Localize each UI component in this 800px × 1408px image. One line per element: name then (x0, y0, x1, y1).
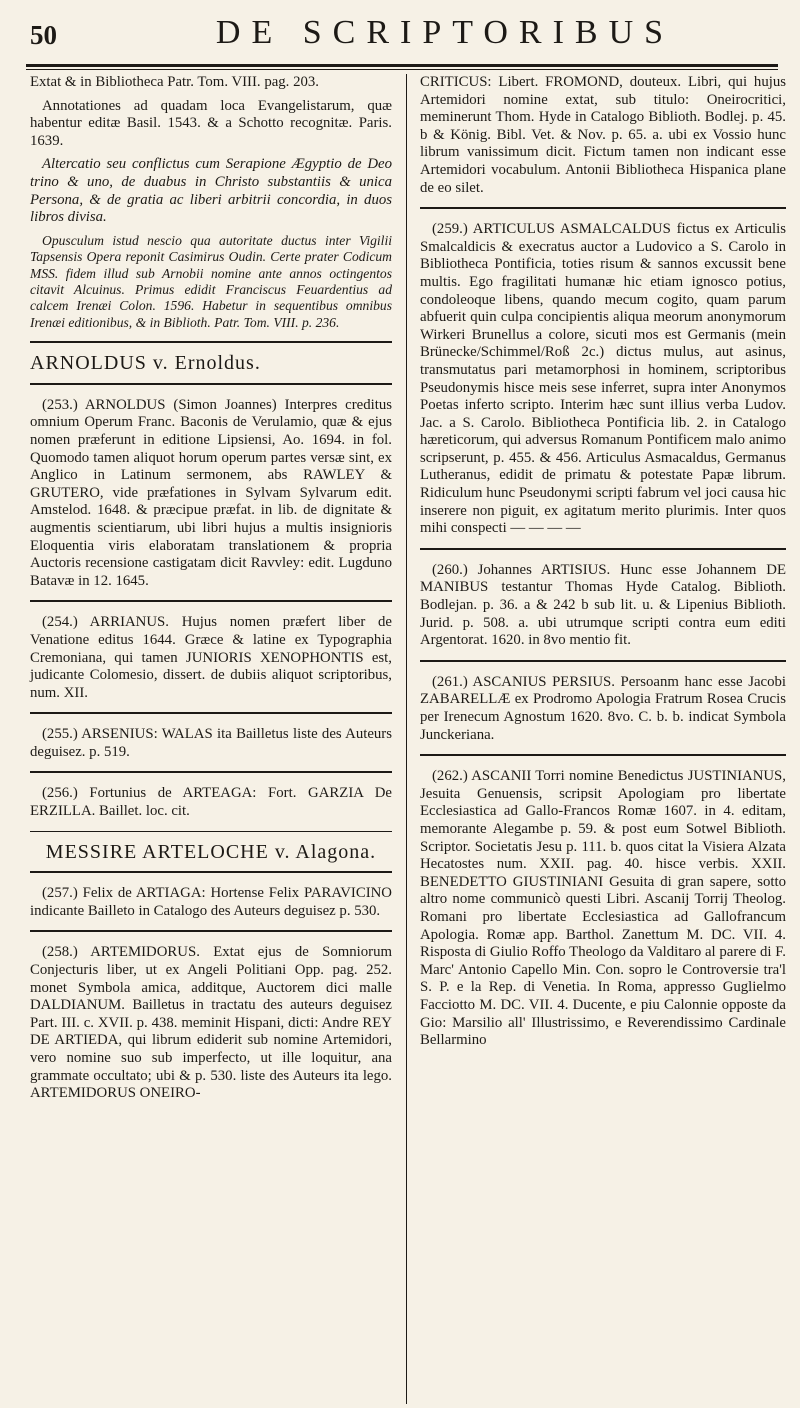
entry-criticus: CRITICUS: Libert. FROMOND, douteux. Libri, qui hujus Artemidori nomine extat, sub titulo: Oneirocritici, meminerunt Thom. Hyde in Catalogo Biblioth. Bodlej. p. 45. b & König. Bibl. Vet. & Nov. p. 65. a. ubi ex Vossio hunc librum vanissimum dicit. Fictum tamen non indicant esse Artemidori vocabulum. Antonii Bibliotheca Hispanica plane de eo silet. (420, 74, 786, 196)
heading-arnoldus: ARNOLDUS v. Ernoldus. (30, 352, 261, 375)
entry-opusculum-note: Opusculum istud nescio qua autoritate ductus inter Vigilii Tapsensis Opera reponit Casimirus Oudin. Certe prater Codicum MSS. fidem illud sub Arnobii nomine ante annos octingentos citavit Alcuinus. Primus edidit Franciscus Feuardentius ad calcem Irenæi Colon. 1596. Habetur in sequentibus omnibus Irenæi editionibus, & in Biblioth. Patr. Tom. VIII. p. 236. (30, 232, 392, 330)
separator (420, 660, 786, 662)
entry-256: (256.) Fortunius de ARTEAGA: Fort. GARZIA De ERZILLA. Baillet. loc. cit. (30, 785, 392, 820)
separator (420, 207, 786, 209)
entry-extat: Extat & in Bibliotheca Patr. Tom. VIII. pag. 203. (30, 74, 319, 90)
entry-257: (257.) Felix de ARTIAGA: Hortense Felix PARAVICINO indicante Bailleto in Catalogo des Auteurs deguisez p. 530. (30, 885, 392, 919)
entry-259: (259.) ARTICULUS ASMALCALDUS fictus ex Articulis Smalcaldicis & execratus auctor a Ludovico a S. Carolo in Bibliotheca Pontificia, toties risum & sannos excussit bene multis. Ego fragilitati humanæ hic etiam ignosco potius, condoleoque libens, quando mecum cogito, quam parum abfuerit quin culpa concipientis aliqua meorum anonymorum Wirkeri Brunellus a colore, sicuti mos est Germanis (mein Brünecke/Schimmel/Roß 2c.) dictus mulus, aut asinus, transmutatus pari metamorphosi in hominem, scriptoribus Pseudonymis hisce meis sese inferret, supra inter Anonymos Poetas inferto scripto. Interim hæc sunt illius verba Ludov. Jac. a S. Carolo. Bibliotheca Pontificia lib. 2. in Catalogo hæreticorum, qui adversus Romanum Pontificem malo animo scripserunt, p. 455. & 456. Articulus Asmacaldus, Germanus Lutheranus, edidit de primatu & potestate Papæ librum. Ridiculum hunc Pseudonymi scripti fabrum vel joci causa hic inserere non piguit, ex agitatum merito plurimis. Inter quos mihi conspecti — — — — (420, 221, 786, 537)
running-title: DE SCRIPTORIBUS (215, 14, 675, 51)
separator (30, 871, 392, 873)
entry-258: (258.) ARTEMIDORUS. Extat ejus de Somniorum Conjecturis liber, ut ex Angeli Politiani Opp. pag. 252. monet Symbola amica, additque, Auctorem dici malle DALDIANUM. Bailletus in tractatu des auteurs deguisez Part. III. c. XVII. p. 438. meminit Hispani, dicti: Andre REY DE ARTIEDA, qui librum ediderit sub nomine Artemidori, vero nomine suo sub imperfecto, ut ille loquitur, ana grammate occultato; ubi & p. 530. liste des Auteurs ita lego. ARTEMIDORUS ONEIRO- (30, 944, 392, 1102)
header-rule-thin (26, 69, 778, 70)
separator (30, 771, 392, 773)
page-header (30, 14, 770, 64)
entry-254: (254.) ARRIANUS. Hujus nomen præfert liber de Venatione editus 1644. Græce & latine ex Typographia Cremoniana, qui tamen JUNIORIS XENOPHONTIS est, judicante Colomesio, dissert. de dubiis aliquot scriptoribus, num. XII. (30, 614, 392, 701)
entry-253: (253.) ARNOLDUS (Simon Joannes) Interpres creditus omnium Operum Franc. Baconis de Verulamio, quæ & ejus nomen præferunt in editione Lipsiensi, Ao. 1694. in fol. Quomodo tamen aliquot horum operum partes versæ sint, ex Anglico in Latinum sermonem, abs RAWLEY & GRUTERO, vide præfationes in Sylvam Sylvarum edit. Amstelod. 1648. & præcipue præfat. in lib. de dignitate & augmentis scientiarum, ubi libri hujus a multis insignioris Eloquentia viris elaboratam translationem & propria Auctoris recensione castigatam dicit Ravvley: edit. Lugduno Batavæ in 12. 1645. (30, 396, 392, 589)
separator (30, 341, 392, 343)
separator (30, 383, 392, 385)
separator (30, 930, 392, 932)
entry-262: (262.) ASCANII Torri nomine Benedictus JUSTINIANUS, Jesuita Genuensis, scripsit Apologiam pro libertate Ecclesiastica ad Gallo-Francos Romæ 1607. in 4. editam, memorante Alegambe p. 59. & post eum Sotwel Biblioth. Scriptor. Societatis Jesu p. 111. b. quos citat la Visiera Alzata Hecatostes num. XXII. pag. 40. hisce verbis. XXII. BENEDETTO GIUSTINIANI Gesuita di gran sapere, sotto altro nome communicò questi Libri. Ascanij Torrij Theolog. Romani pro libertate Ecclesiastica ad Gallofrancum Apologia. Romæ app. Barthol. Zanettum M. DC. VII. 4. Risposta di Giulio Roffo Theologo da Valditaro al parere di F. Marc' Antonio Capello Min. Con. sopro le Controversie tra'l S. P. e la Rep. di Venetia. In Roma, appresso Guglielmo Facciotto M. DC. VII. 4. Ducente, e piu Calonnie opposte da Gio: Marsilio all' Illustrissimo, e Reverendissimo Cardinale Bellarmino (420, 768, 786, 1049)
entry-altercatio: Altercatio seu conflictus cum Serapione Ægyptio de Deo trino & uno, de duabus in Christo substantiis & unica Persona, & de gratia ac liberi arbitrii concordia, in duos libros divisa. (30, 156, 392, 226)
right-column (420, 74, 786, 1056)
left-column (30, 74, 392, 1109)
heading-arteloche: MESSIRE ARTELOCHE v. Alagona. (45, 840, 377, 863)
separator (30, 712, 392, 714)
separator (420, 548, 786, 550)
separator (30, 600, 392, 602)
column-divider (406, 74, 407, 1404)
entry-annotationes: Annotationes ad quadam loca Evangelistarum, quæ habentur editæ Basil. 1543. & a Schotto recognitæ. Paris. 1639. (30, 97, 392, 149)
entry-261: (261.) ASCANIUS PERSIUS. Persoanm hanc esse Jacobi ZABARELLÆ ex Prodromo Apologia Fratrum Rosea Crucis per Irenecum Agnostum 1620. 8vo. C. b. b. indicat Symbola Junckeriana. (420, 673, 786, 743)
page-number: 50 (30, 20, 57, 50)
entry-255: (255.) ARSENIUS: WALAS ita Bailletus liste des Auteurs deguisez. p. 519. (30, 726, 392, 760)
entry-260: (260.) Johannes ARTISIUS. Hunc esse Johannem DE MANIBUS testantur Thomas Hyde Catalog. Biblioth. Bodlejan. p. 36. a & 242 b sub lit. u. & Lipenius Biblioth. Jurid. p. 508. a. ubi utrumque scripti contra eum editi Argentorat. 1620. in 8vo mentio fit. (420, 561, 786, 649)
separator (30, 831, 392, 832)
separator (420, 754, 786, 756)
header-rule (26, 64, 778, 67)
